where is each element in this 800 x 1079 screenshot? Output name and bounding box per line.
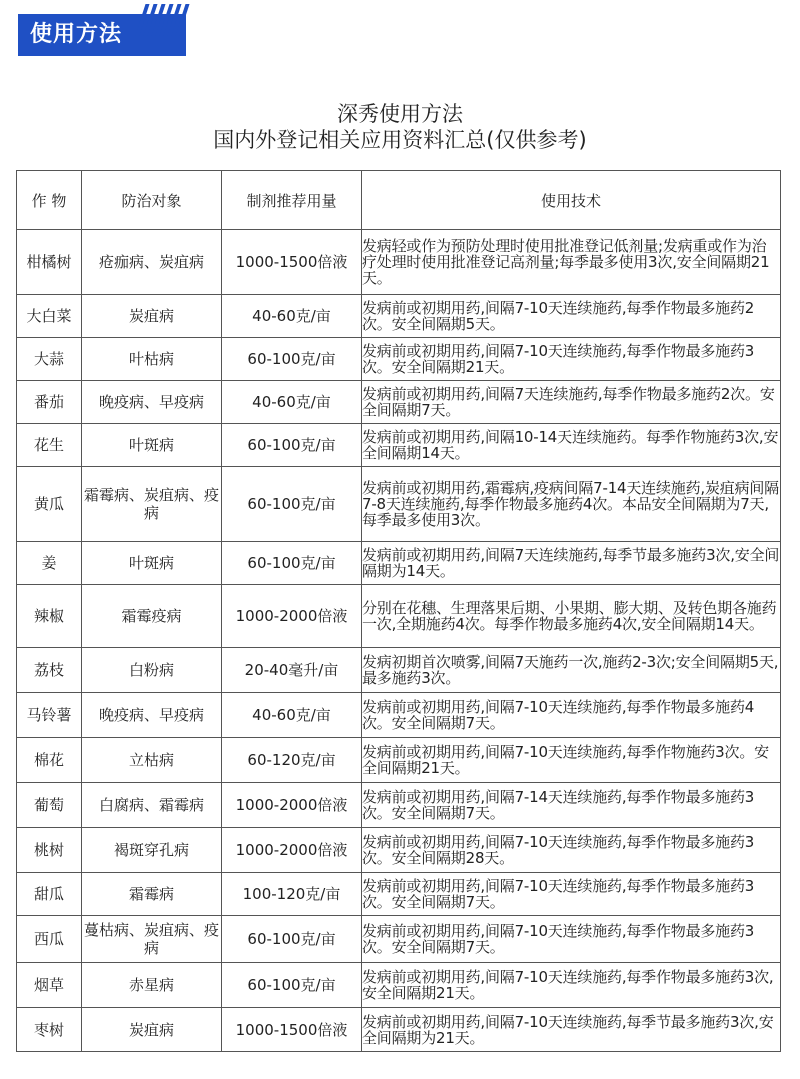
dose-cell: 40-60克/亩 bbox=[222, 693, 362, 738]
crop-cell: 柑橘树 bbox=[17, 230, 82, 295]
technique-cell: 发病前或初期用药,间隔10-14天连续施药。每季作物施药3次,安全间隔期14天。 bbox=[362, 424, 781, 467]
table-row bbox=[17, 783, 781, 828]
table-row bbox=[17, 230, 781, 295]
header-technique: 使用技术 bbox=[362, 171, 781, 230]
technique-cell: 发病前或初期用药,间隔7-10天连续施药,每季作物最多施药4次。安全间隔期7天。 bbox=[362, 693, 781, 738]
table-header-row bbox=[17, 171, 781, 230]
technique-cell: 发病前或初期用药,间隔7天连续施药,每季节最多施药3次,安全间隔期为14天。 bbox=[362, 542, 781, 585]
crop-cell: 花生 bbox=[17, 424, 82, 467]
crop-cell: 大蒜 bbox=[17, 338, 82, 381]
dose-cell: 60-100克/亩 bbox=[222, 467, 362, 542]
table-row bbox=[17, 916, 781, 963]
table-row bbox=[17, 542, 781, 585]
crop-cell: 黄瓜 bbox=[17, 467, 82, 542]
crop-cell: 番茄 bbox=[17, 381, 82, 424]
target-cell: 叶斑病 bbox=[82, 424, 222, 467]
crop-cell: 葡萄 bbox=[17, 783, 82, 828]
target-cell: 白腐病、霜霉病 bbox=[82, 783, 222, 828]
technique-cell: 发病前或初期用药,间隔7天连续施药,每季作物最多施药2次。安全间隔期7天。 bbox=[362, 381, 781, 424]
dose-cell: 60-100克/亩 bbox=[222, 542, 362, 585]
dose-cell: 60-120克/亩 bbox=[222, 738, 362, 783]
banner-stripes-decoration bbox=[132, 4, 192, 38]
dose-cell: 60-100克/亩 bbox=[222, 963, 362, 1008]
crop-cell: 桃树 bbox=[17, 828, 82, 873]
target-cell: 赤星病 bbox=[82, 963, 222, 1008]
technique-cell: 发病前或初期用药,间隔7-10天连续施药,每季作物最多施药3次,安全间隔期21天。 bbox=[362, 963, 781, 1008]
dose-cell: 100-120克/亩 bbox=[222, 873, 362, 916]
table-row bbox=[17, 381, 781, 424]
technique-cell: 发病前或初期用药,间隔7-10天连续施药,每季作物最多施药3次。安全间隔期21天。 bbox=[362, 338, 781, 381]
crop-cell: 枣树 bbox=[17, 1008, 82, 1052]
section-banner-label: 使用方法 bbox=[30, 22, 123, 47]
dose-cell: 1000-1500倍液 bbox=[222, 230, 362, 295]
table-row bbox=[17, 467, 781, 542]
crop-cell: 大白菜 bbox=[17, 295, 82, 338]
crop-cell: 甜瓜 bbox=[17, 873, 82, 916]
technique-cell: 发病初期首次喷雾,间隔7天施药一次,施药2-3次;安全间隔期5天,最多施药3次。 bbox=[362, 648, 781, 693]
technique-cell: 分别在花穗、生理落果后期、小果期、膨大期、及转色期各施药一次,全期施药4次。每季作物最多施药4次,安全间隔期14天。 bbox=[362, 585, 781, 648]
header-dose: 制剂推荐用量 bbox=[222, 171, 362, 230]
table-row bbox=[17, 873, 781, 916]
crop-cell: 马铃薯 bbox=[17, 693, 82, 738]
table-row bbox=[17, 1008, 781, 1052]
dose-cell: 1000-1500倍液 bbox=[222, 1008, 362, 1052]
dose-cell: 1000-2000倍液 bbox=[222, 783, 362, 828]
target-cell: 叶枯病 bbox=[82, 338, 222, 381]
page-title: 深秀使用方法 bbox=[337, 102, 463, 126]
usage-table bbox=[16, 170, 781, 1052]
dose-cell: 20-40毫升/亩 bbox=[222, 648, 362, 693]
crop-cell: 棉花 bbox=[17, 738, 82, 783]
target-cell: 霜霉疫病 bbox=[82, 585, 222, 648]
target-cell: 蔓枯病、炭疽病、疫病 bbox=[82, 916, 222, 963]
technique-cell: 发病前或初期用药,间隔7-10天连续施药,每季节最多施药3次,安全间隔期为21天。 bbox=[362, 1008, 781, 1052]
table-row bbox=[17, 963, 781, 1008]
table-row bbox=[17, 828, 781, 873]
target-cell: 炭疽病 bbox=[82, 295, 222, 338]
target-cell: 叶斑病 bbox=[82, 542, 222, 585]
dose-cell: 1000-2000倍液 bbox=[222, 585, 362, 648]
dose-cell: 40-60克/亩 bbox=[222, 295, 362, 338]
technique-cell: 发病前或初期用药,间隔7-10天连续施药,每季作物最多施药3次。安全间隔期7天。 bbox=[362, 873, 781, 916]
dose-cell: 1000-2000倍液 bbox=[222, 828, 362, 873]
page-subtitle: 国内外登记相关应用资料汇总(仅供参考) bbox=[213, 128, 587, 152]
table-row bbox=[17, 424, 781, 467]
technique-cell: 发病前或初期用药,间隔7-14天连续施药,每季作物最多施药3次。安全间隔期7天。 bbox=[362, 783, 781, 828]
target-cell: 褐斑穿孔病 bbox=[82, 828, 222, 873]
crop-cell: 荔枝 bbox=[17, 648, 82, 693]
target-cell: 疮痂病、炭疽病 bbox=[82, 230, 222, 295]
header-crop: 作 物 bbox=[17, 171, 82, 230]
table-row bbox=[17, 295, 781, 338]
table-row bbox=[17, 693, 781, 738]
technique-cell: 发病前或初期用药,间隔7-10天连续施药,每季作物最多施药2次。安全间隔期5天。 bbox=[362, 295, 781, 338]
target-cell: 晚疫病、早疫病 bbox=[82, 381, 222, 424]
target-cell: 立枯病 bbox=[82, 738, 222, 783]
technique-cell: 发病前或初期用药,间隔7-10天连续施药,每季作物施药3次。安全间隔期21天。 bbox=[362, 738, 781, 783]
crop-cell: 烟草 bbox=[17, 963, 82, 1008]
dose-cell: 40-60克/亩 bbox=[222, 381, 362, 424]
target-cell: 白粉病 bbox=[82, 648, 222, 693]
header-target: 防治对象 bbox=[82, 171, 222, 230]
technique-cell: 发病前或初期用药,间隔7-10天连续施药,每季作物最多施药3次。安全间隔期28天。 bbox=[362, 828, 781, 873]
target-cell: 炭疽病 bbox=[82, 1008, 222, 1052]
target-cell: 晚疫病、早疫病 bbox=[82, 693, 222, 738]
table-row bbox=[17, 338, 781, 381]
table-row bbox=[17, 648, 781, 693]
crop-cell: 姜 bbox=[17, 542, 82, 585]
target-cell: 霜霉病、炭疽病、疫病 bbox=[82, 467, 222, 542]
technique-cell: 发病轻或作为预防处理时使用批准登记低剂量;发病重或作为治疗处理时使用批准登记高剂量;每季最多使用3次,安全间隔期21天。 bbox=[362, 230, 781, 295]
table-row bbox=[17, 585, 781, 648]
dose-cell: 60-100克/亩 bbox=[222, 424, 362, 467]
crop-cell: 辣椒 bbox=[17, 585, 82, 648]
crop-cell: 西瓜 bbox=[17, 916, 82, 963]
table-row bbox=[17, 738, 781, 783]
dose-cell: 60-100克/亩 bbox=[222, 916, 362, 963]
technique-cell: 发病前或初期用药,间隔7-10天连续施药,每季作物最多施药3次。安全间隔期7天。 bbox=[362, 916, 781, 963]
target-cell: 霜霉病 bbox=[82, 873, 222, 916]
technique-cell: 发病前或初期用药,霜霉病,疫病间隔7-14天连续施药,炭疽病间隔7-8天连续施药,每季作物最多施药4次。本品安全间隔期为7天,每季最多使用3次。 bbox=[362, 467, 781, 542]
dose-cell: 60-100克/亩 bbox=[222, 338, 362, 381]
